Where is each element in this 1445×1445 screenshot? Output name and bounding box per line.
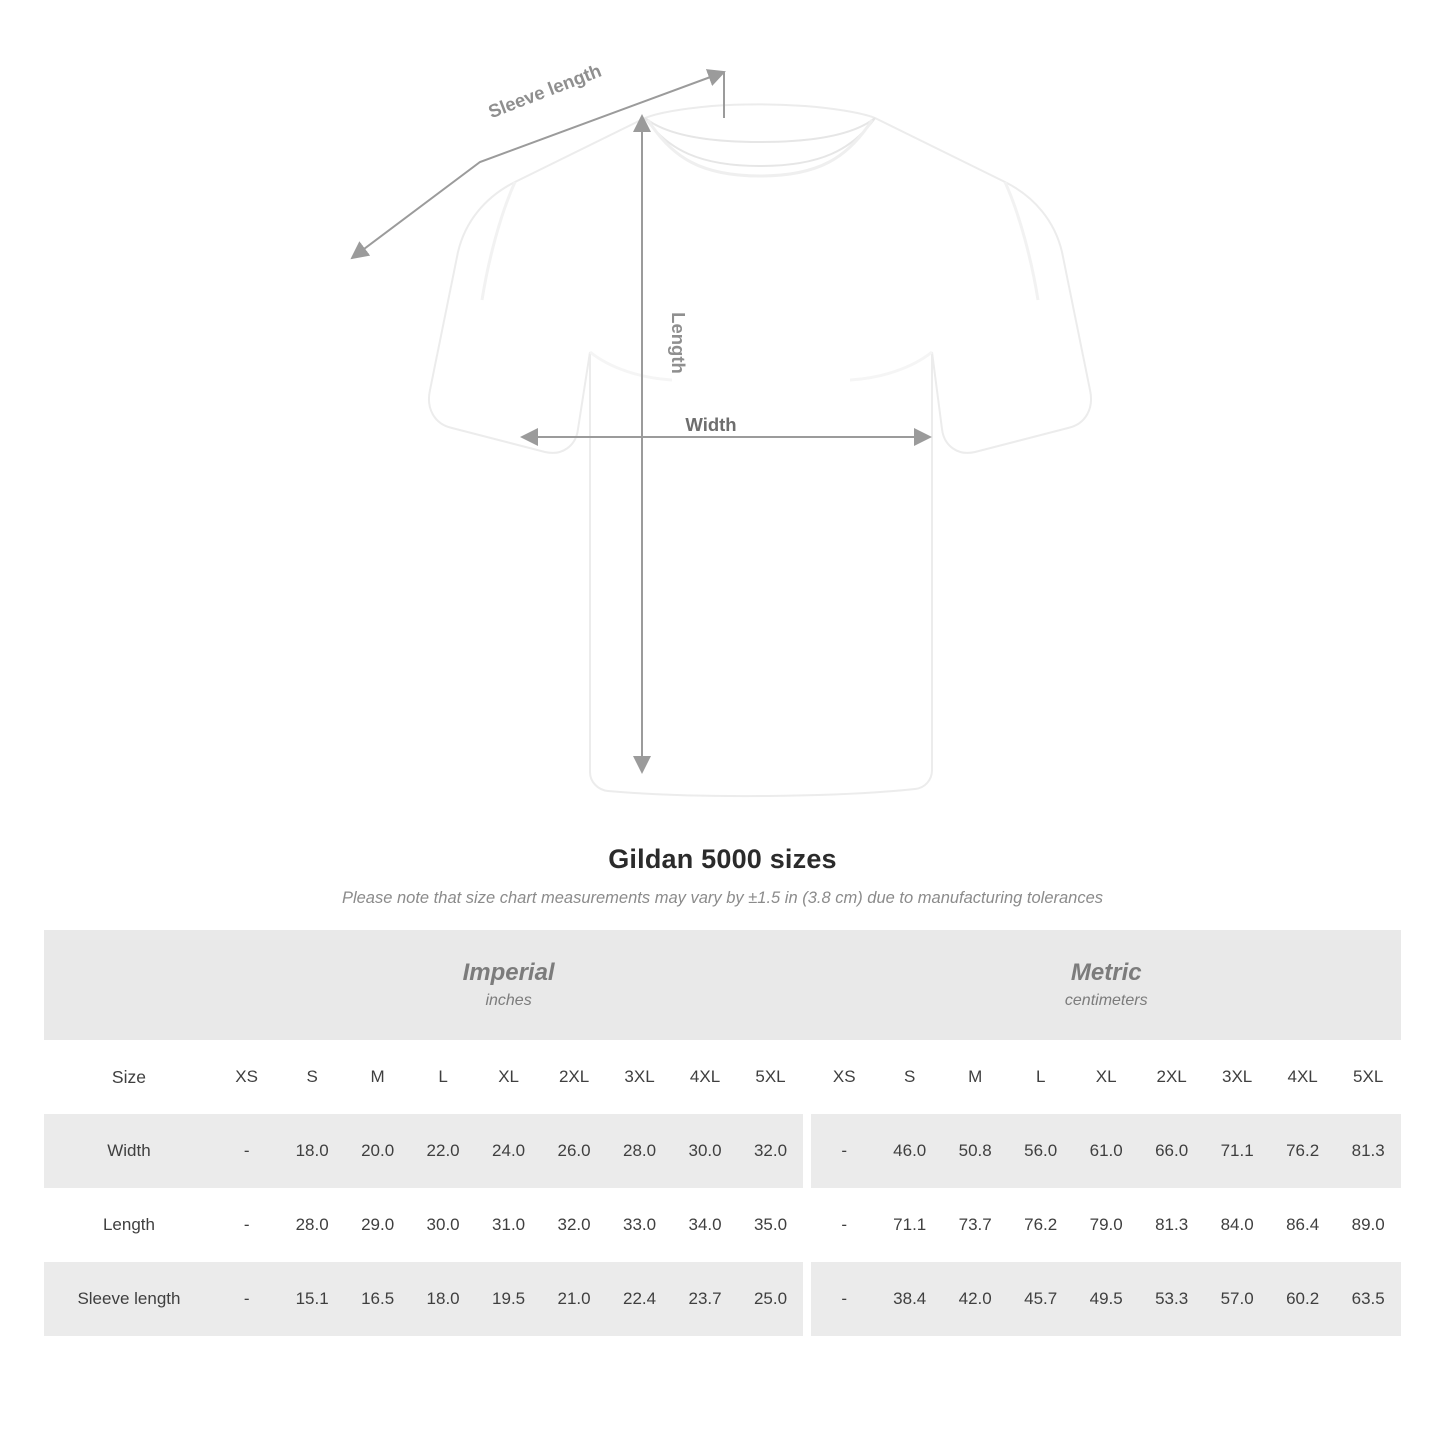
cell-length-metric-m: 73.7 xyxy=(942,1188,1007,1262)
size-header-imperial-5xl: 5XL xyxy=(738,1040,803,1114)
size-header-imperial-xl: XL xyxy=(476,1040,541,1114)
cell-sleeve-imperial-3xl: 22.4 xyxy=(607,1262,672,1336)
unit-group-metric-sub: centimeters xyxy=(1064,992,1148,1010)
cell-sleeve-imperial-l: 18.0 xyxy=(410,1262,475,1336)
sleeve-length-label: Sleeve length xyxy=(485,59,605,123)
unit-gap xyxy=(803,930,811,1040)
header-gap xyxy=(803,1040,811,1114)
row-gap xyxy=(803,1262,811,1336)
cell-sleeve-metric-xs: - xyxy=(811,1262,876,1336)
row-label-width: Width xyxy=(44,1114,214,1188)
length-label: Length xyxy=(668,312,689,374)
cell-sleeve-imperial-5xl: 25.0 xyxy=(738,1262,803,1336)
cell-width-imperial-5xl: 32.0 xyxy=(738,1114,803,1188)
cell-length-metric-s: 71.1 xyxy=(877,1188,942,1262)
cell-sleeve-metric-2xl: 53.3 xyxy=(1139,1262,1204,1336)
cell-length-metric-xl: 79.0 xyxy=(1073,1188,1138,1262)
table-row xyxy=(44,1262,1401,1336)
cell-width-metric-l: 56.0 xyxy=(1008,1114,1073,1188)
cell-sleeve-metric-s: 38.4 xyxy=(877,1262,942,1336)
unit-group-metric xyxy=(811,930,1401,1040)
size-header-row xyxy=(44,1040,1401,1114)
size-header-metric-3xl: 3XL xyxy=(1204,1040,1269,1114)
cell-length-metric-4xl: 86.4 xyxy=(1270,1188,1335,1262)
chart-title: Gildan 5000 sizes xyxy=(608,844,837,874)
size-header-metric-m: M xyxy=(942,1040,1007,1114)
cell-width-metric-s: 46.0 xyxy=(877,1114,942,1188)
cell-width-metric-5xl: 81.3 xyxy=(1335,1114,1401,1188)
cell-length-metric-5xl: 89.0 xyxy=(1335,1188,1401,1262)
cell-width-imperial-l: 22.0 xyxy=(410,1114,475,1188)
size-header-metric-xs: XS xyxy=(811,1040,876,1114)
row-gap xyxy=(803,1114,811,1188)
size-header-imperial-l: L xyxy=(410,1040,475,1114)
cell-sleeve-imperial-xs: - xyxy=(214,1262,279,1336)
cell-sleeve-metric-4xl: 60.2 xyxy=(1270,1262,1335,1336)
cell-width-imperial-2xl: 26.0 xyxy=(541,1114,606,1188)
cell-width-metric-xs: - xyxy=(811,1114,876,1188)
cell-length-imperial-5xl: 35.0 xyxy=(738,1188,803,1262)
size-table xyxy=(44,930,1401,1336)
cell-sleeve-imperial-m: 16.5 xyxy=(345,1262,410,1336)
cell-length-imperial-l: 30.0 xyxy=(410,1188,475,1262)
tshirt-shape xyxy=(429,105,1091,797)
cell-sleeve-imperial-s: 15.1 xyxy=(279,1262,344,1336)
width-label: Width xyxy=(685,414,737,435)
cell-length-imperial-4xl: 34.0 xyxy=(672,1188,737,1262)
table-row xyxy=(44,1114,1401,1188)
cell-sleeve-imperial-4xl: 23.7 xyxy=(672,1262,737,1336)
size-header-imperial-2xl: 2XL xyxy=(541,1040,606,1114)
cell-length-imperial-s: 28.0 xyxy=(279,1188,344,1262)
size-header-imperial-4xl: 4XL xyxy=(672,1040,737,1114)
cell-length-metric-xs: - xyxy=(811,1188,876,1262)
cell-sleeve-metric-l: 45.7 xyxy=(1008,1262,1073,1336)
cell-length-imperial-m: 29.0 xyxy=(345,1188,410,1262)
cell-sleeve-metric-5xl: 63.5 xyxy=(1335,1262,1401,1336)
cell-width-imperial-xs: - xyxy=(214,1114,279,1188)
cell-length-metric-l: 76.2 xyxy=(1008,1188,1073,1262)
cell-length-imperial-3xl: 33.0 xyxy=(607,1188,672,1262)
cell-sleeve-metric-xl: 49.5 xyxy=(1073,1262,1138,1336)
size-header-imperial-3xl: 3XL xyxy=(607,1040,672,1114)
size-table-wrap xyxy=(0,930,1445,1336)
cell-width-imperial-3xl: 28.0 xyxy=(607,1114,672,1188)
cell-sleeve-metric-m: 42.0 xyxy=(942,1262,1007,1336)
cell-length-imperial-2xl: 32.0 xyxy=(541,1188,606,1262)
size-header-metric-2xl: 2XL xyxy=(1139,1040,1204,1114)
cell-width-imperial-m: 20.0 xyxy=(345,1114,410,1188)
size-header-metric-5xl: 5XL xyxy=(1335,1040,1401,1114)
size-header-imperial-s: S xyxy=(279,1040,344,1114)
row-label-sleeve-length: Sleeve length xyxy=(44,1262,214,1336)
cell-width-metric-3xl: 71.1 xyxy=(1204,1114,1269,1188)
size-header-metric-4xl: 4XL xyxy=(1270,1040,1335,1114)
cell-width-metric-2xl: 66.0 xyxy=(1139,1114,1204,1188)
cell-sleeve-metric-3xl: 57.0 xyxy=(1204,1262,1269,1336)
cell-width-imperial-s: 18.0 xyxy=(279,1114,344,1188)
size-header-metric-s: S xyxy=(877,1040,942,1114)
size-header-metric-xl: XL xyxy=(1073,1040,1138,1114)
cell-width-imperial-4xl: 30.0 xyxy=(672,1114,737,1188)
cell-width-metric-xl: 61.0 xyxy=(1073,1114,1138,1188)
chart-note: Please note that size chart measurements may vary by ±1.5 in (3.8 cm) due to manufacturing tolerances xyxy=(341,889,1104,907)
size-header-imperial-xs: XS xyxy=(214,1040,279,1114)
row-gap xyxy=(803,1188,811,1262)
size-header-metric-l: L xyxy=(1008,1040,1073,1114)
unit-row-spacer xyxy=(44,930,214,1040)
unit-group-imperial xyxy=(214,930,803,1040)
cell-sleeve-imperial-2xl: 21.0 xyxy=(541,1262,606,1336)
unit-group-imperial-name: Imperial xyxy=(462,958,555,986)
cell-width-metric-m: 50.8 xyxy=(942,1114,1007,1188)
unit-group-imperial-sub: inches xyxy=(485,992,532,1010)
size-header-label: Size xyxy=(44,1040,214,1114)
unit-group-metric-name: Metric xyxy=(1070,958,1142,986)
title-block xyxy=(0,844,1445,908)
cell-length-imperial-xs: - xyxy=(214,1188,279,1262)
row-label-length: Length xyxy=(44,1188,214,1262)
unit-header-row xyxy=(44,930,1401,1040)
cell-length-imperial-xl: 31.0 xyxy=(476,1188,541,1262)
size-header-imperial-m: M xyxy=(345,1040,410,1114)
cell-length-metric-3xl: 84.0 xyxy=(1204,1188,1269,1262)
cell-sleeve-imperial-xl: 19.5 xyxy=(476,1262,541,1336)
cell-width-metric-4xl: 76.2 xyxy=(1270,1114,1335,1188)
cell-length-metric-2xl: 81.3 xyxy=(1139,1188,1204,1262)
table-row xyxy=(44,1188,1401,1262)
cell-width-imperial-xl: 24.0 xyxy=(476,1114,541,1188)
